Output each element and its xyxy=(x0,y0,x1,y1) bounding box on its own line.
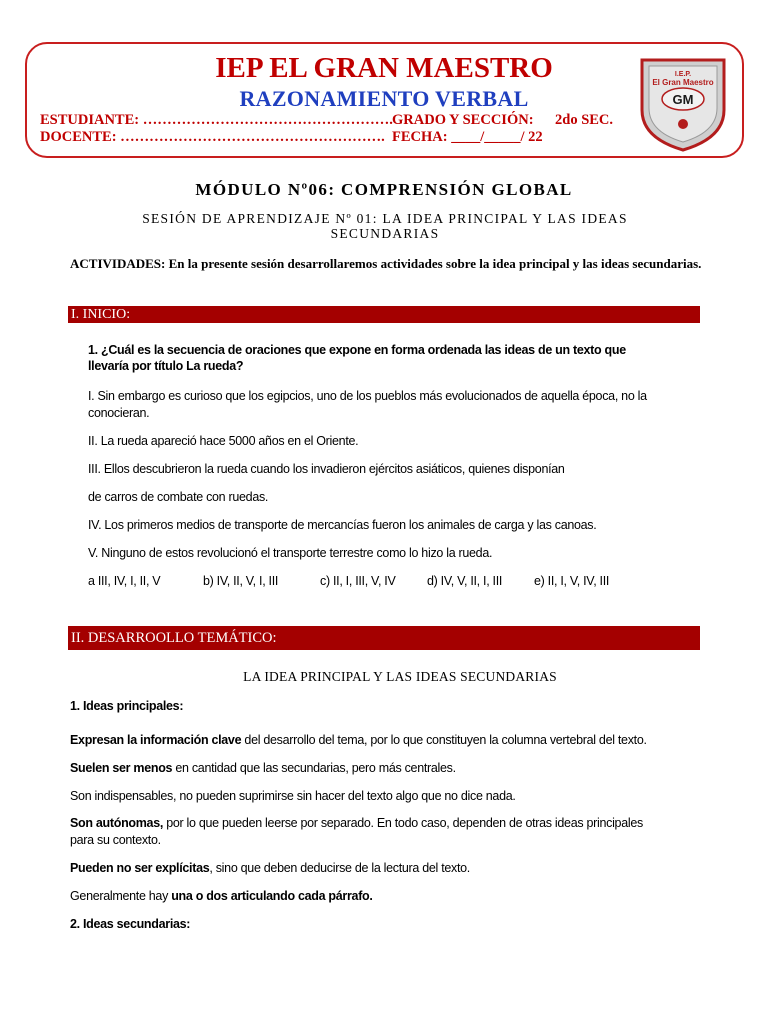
option-d: d) IV, V, II, I, III xyxy=(427,574,503,588)
grade-value: 2do SEC. xyxy=(555,112,614,128)
option-e: e) II, I, V, IV, III xyxy=(534,574,610,588)
section-inicio-heading: I. INICIO: xyxy=(68,306,700,323)
paragraph-3: Son indispensables, no pueden suprimirse sin hacer del texto algo que no dice nada. xyxy=(70,789,516,803)
question-text-cont: llevaría por título La rueda? xyxy=(88,359,244,373)
logo-top-text: I.E.P. xyxy=(674,71,692,78)
sentence-4: IV. Los primeros medios de transporte de mercancías fueron los animales de carga y las canoas. xyxy=(88,518,597,532)
student-field: ESTUDIANTE: ……………………………………………. xyxy=(40,112,393,128)
activities-text: ACTIVIDADES: En la presente sesión desarrollaremos actividades sobre la idea principal y las ideas secundarias. xyxy=(70,256,702,271)
option-b: b) IV, II, V, I, III xyxy=(203,574,279,588)
school-logo-shield xyxy=(636,52,730,152)
option-a: a III, IV, I, II, V xyxy=(88,574,161,588)
module-title: MÓDULO Nº06: COMPRENSIÓN GLOBAL xyxy=(195,180,573,199)
subject-title: RAZONAMIENTO VERBAL xyxy=(239,86,529,111)
paragraph-1: Expresan la información clave del desarrollo del tema, por lo que constituyen la columna vertebral del texto. xyxy=(70,733,647,747)
paragraph-4: Son autónomas, por lo que pueden leerse por separado. En todo caso, dependen de otras ideas principales xyxy=(70,816,643,830)
subheading-ideas-secundarias: 2. Ideas secundarias: xyxy=(70,917,191,931)
school-name: IEP EL GRAN MAESTRO xyxy=(215,52,553,84)
sentence-3: III. Ellos descubrieron la rueda cuando los invadieron ejércitos asiáticos, quienes disponían xyxy=(88,462,565,476)
paragraph-4-cont: para su contexto. xyxy=(70,833,161,847)
question-text: 1. ¿Cuál es la secuencia de oraciones que expone en forma ordenada las ideas de un texto que xyxy=(88,343,626,357)
section-desarrollo-heading: II. DESARROOLLO TEMÁTICO: xyxy=(68,626,700,650)
topic-title: LA IDEA PRINCIPAL Y LAS IDEAS SECUNDARIAS xyxy=(243,669,557,684)
sentence-3-cont: de carros de combate con ruedas. xyxy=(88,490,269,504)
logo-name-text: El Gran Maestro xyxy=(652,78,714,87)
date-field: FECHA: ____/_____/ 22 xyxy=(392,129,543,145)
grade-label: GRADO Y SECCIÓN: xyxy=(392,112,534,128)
option-c: c) II, I, III, V, IV xyxy=(320,574,396,588)
paragraph-5: Pueden no ser explícitas, sino que deben deducirse de la lectura del texto. xyxy=(70,861,470,875)
sentence-5: V. Ninguno de estos revolucionó el transporte terrestre como lo hizo la rueda. xyxy=(88,546,493,560)
subheading-ideas-principales: 1. Ideas principales: xyxy=(70,699,184,713)
logo-initials: GM xyxy=(672,92,694,107)
paragraph-2: Suelen ser menos en cantidad que las secundarias, pero más centrales. xyxy=(70,761,456,775)
sentence-1: I. Sin embargo es curioso que los egipcios, uno de los pueblos más evolucionados de aquella época, no la xyxy=(88,389,647,403)
teacher-field: DOCENTE: ………………………………………………. xyxy=(40,129,385,145)
paragraph-6: Generalmente hay una o dos articulando cada párrafo. xyxy=(70,889,373,903)
session-title: SESIÓN DE APRENDIZAJE Nº 01: LA IDEA PRINCIPAL Y LAS IDEAS SECUNDARIAS xyxy=(142,211,628,241)
sentence-1-cont: conocieran. xyxy=(88,406,150,420)
sentence-2: II. La rueda apareció hace 5000 años en el Oriente. xyxy=(88,434,359,448)
